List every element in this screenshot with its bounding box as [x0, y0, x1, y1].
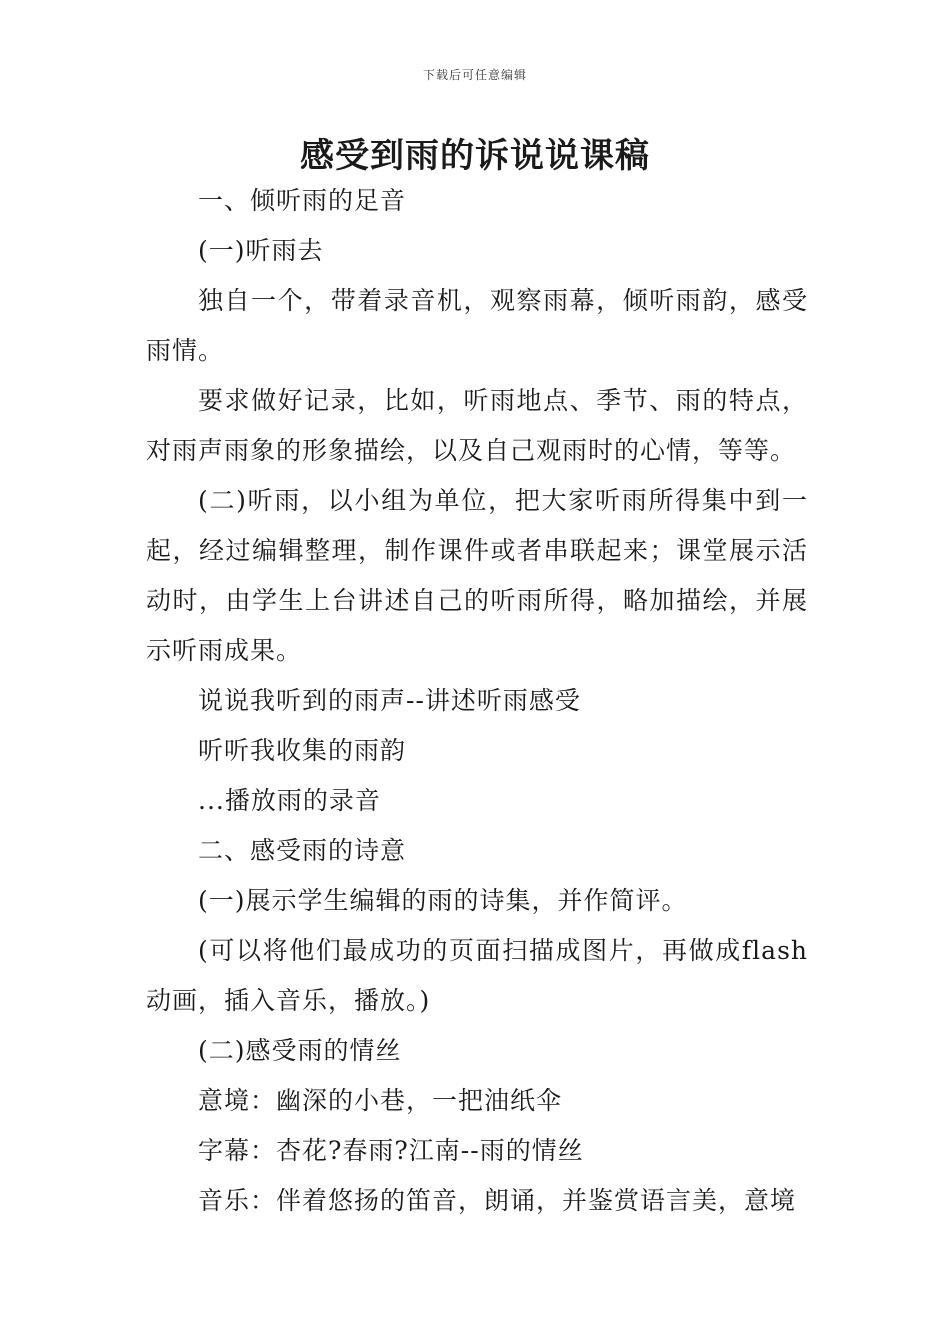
paragraph: 字幕：杏花?春雨?江南--雨的情丝 [198, 1136, 584, 1165]
paragraph: 意境：幽深的小巷，一把油纸伞 [198, 1086, 563, 1115]
section-heading: 一、倾听雨的足音 [198, 186, 407, 215]
paragraph: 听听我收集的雨韵 [198, 736, 407, 765]
paragraph: (可以将他们最成功的页面扫描成图片，再做成flash动画，插入音乐，播放。) [146, 936, 808, 1015]
document-title: 感受到雨的诉说说课稿 [300, 136, 650, 176]
section-heading: 二、感受雨的诗意 [198, 836, 407, 865]
paragraph: (二)听雨，以小组为单位，把大家听雨所得集中到一起，经过编辑整理，制作课件或者串联起来；课堂展示活动时，由学生上台讲述自己的听雨所得，略加描绘，并展示听雨成果。 [146, 486, 808, 665]
paragraph: 音乐：伴着悠扬的笛音，朗诵，并鉴赏语言美，意境 [198, 1186, 797, 1215]
subsection-heading: (一)展示学生编辑的雨的诗集，并作简评。 [198, 886, 688, 915]
paragraph: 独自一个，带着录音机，观察雨幕，倾听雨韵，感受雨情。 [146, 286, 808, 365]
subsection-heading: (二)感受雨的情丝 [198, 1036, 402, 1065]
document-body [146, 176, 808, 1226]
header-note: 下载后可任意编辑 [422, 68, 527, 82]
paragraph: 要求做好记录，比如，听雨地点、季节、雨的特点，对雨声雨象的形象描绘，以及自己观雨时的心情，等等。 [146, 386, 808, 465]
subsection-heading: (一)听雨去 [198, 236, 324, 265]
paragraph: 说说我听到的雨声--讲述听雨感受 [198, 686, 581, 715]
paragraph: ...播放雨的录音 [198, 786, 381, 815]
